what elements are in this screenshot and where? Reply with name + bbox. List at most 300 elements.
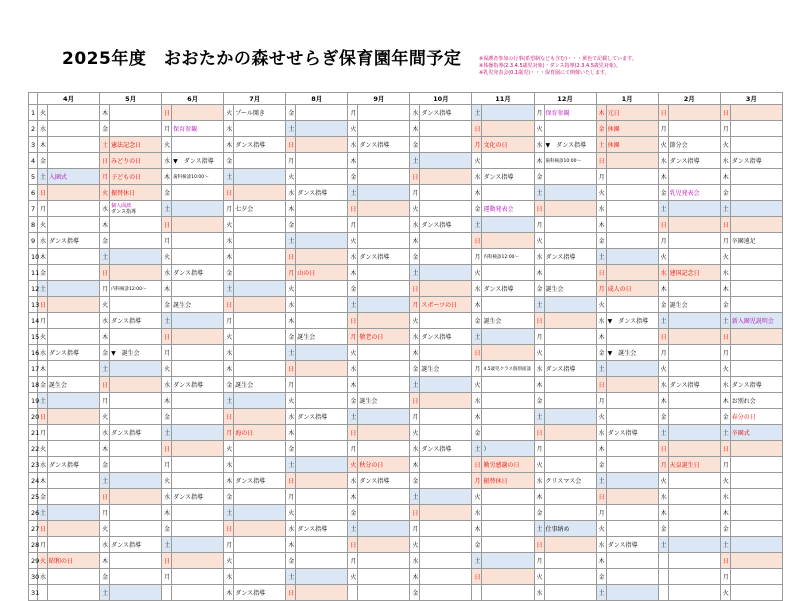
event-cell xyxy=(420,377,472,393)
event-cell xyxy=(296,329,348,345)
event-cell xyxy=(296,153,348,169)
weekday-cell: 水 xyxy=(472,169,482,185)
event-cell xyxy=(730,249,782,265)
event-cell xyxy=(420,473,472,489)
day-number: 8 xyxy=(29,217,38,233)
event-cell xyxy=(296,361,348,377)
weekday-cell: 水 xyxy=(348,249,358,265)
weekday-cell: 土 xyxy=(596,473,606,489)
day-number: 10 xyxy=(29,249,38,265)
weekday-cell: 日 xyxy=(162,441,172,457)
event-cell xyxy=(296,585,348,601)
day-row xyxy=(29,585,783,601)
event-cell xyxy=(296,489,348,505)
weekday-cell: 土 xyxy=(472,441,482,457)
event-cell xyxy=(482,265,534,281)
event-cell xyxy=(606,137,658,153)
event-cell xyxy=(48,489,100,505)
event-cell xyxy=(544,377,596,393)
weekday-cell: 火 xyxy=(596,409,606,425)
weekday-cell: 土 xyxy=(286,121,296,137)
month-header-1: 4月 xyxy=(38,93,100,105)
weekday-cell: 水 xyxy=(534,585,544,601)
event-cell xyxy=(482,521,534,537)
event-cell xyxy=(110,281,162,297)
header-notes xyxy=(479,56,637,77)
event-text: ダンス指導 xyxy=(49,238,79,245)
weekday-cell: 金 xyxy=(596,121,606,137)
event-cell xyxy=(730,345,782,361)
event-cell xyxy=(482,489,534,505)
weekday-cell: 金 xyxy=(38,153,48,169)
weekday-cell: 金 xyxy=(286,329,296,345)
event-cell xyxy=(420,361,472,377)
event-cell xyxy=(730,521,782,537)
event-cell xyxy=(48,473,100,489)
weekday-cell: 金 xyxy=(348,169,358,185)
weekday-cell: 日 xyxy=(720,553,730,569)
weekday-cell: 水 xyxy=(658,153,668,169)
weekday-cell: 月 xyxy=(38,313,48,329)
event-cell xyxy=(110,521,162,537)
event-cell xyxy=(730,265,782,281)
event-cell xyxy=(482,185,534,201)
weekday-cell: 火 xyxy=(38,105,48,121)
day-number: 19 xyxy=(29,393,38,409)
weekday-cell: 木 xyxy=(472,409,482,425)
weekday-cell: 土 xyxy=(286,233,296,249)
event-cell xyxy=(606,473,658,489)
weekday-cell: 月 xyxy=(720,457,730,473)
event-cell xyxy=(420,585,472,601)
event-cell xyxy=(606,537,658,553)
event-cell xyxy=(482,537,534,553)
event-cell xyxy=(420,281,472,297)
event-cell xyxy=(730,313,782,329)
event-text: 卒園遠足 xyxy=(731,238,756,245)
weekday-cell: 土 xyxy=(162,201,172,217)
event-cell xyxy=(420,153,472,169)
event-cell xyxy=(172,553,224,569)
weekday-cell: 水 xyxy=(596,425,606,441)
day-row xyxy=(29,361,783,377)
event-cell xyxy=(606,297,658,313)
event-cell xyxy=(606,345,658,361)
weekday-cell: 木 xyxy=(410,569,420,585)
weekday-cell: 日 xyxy=(472,345,482,361)
event-text: ダンス指導 xyxy=(483,286,514,293)
weekday-cell: 月 xyxy=(534,105,544,121)
event-cell xyxy=(358,537,410,553)
event-text: 新入園児説明会 xyxy=(731,318,774,325)
weekday-cell: 木 xyxy=(596,441,606,457)
event-cell xyxy=(358,569,410,585)
event-cell xyxy=(110,473,162,489)
event-cell xyxy=(296,233,348,249)
event-cell xyxy=(234,569,286,585)
note-line: ※乳児発表会(0.1歳児)・・・保育園にて開催いたします。 xyxy=(479,70,610,76)
event-cell xyxy=(358,441,410,457)
event-cell xyxy=(234,297,286,313)
event-cell xyxy=(730,409,782,425)
day-row xyxy=(29,377,783,393)
event-cell xyxy=(668,249,720,265)
event-text: 4.5歳児クラス個別面談 xyxy=(483,367,531,372)
event-cell xyxy=(110,297,162,313)
event-cell xyxy=(420,297,472,313)
day-number: 14 xyxy=(29,313,38,329)
event-cell xyxy=(48,105,100,121)
event-cell xyxy=(544,585,596,601)
event-cell xyxy=(668,409,720,425)
event-text: 誕生会 xyxy=(421,366,440,373)
weekday-cell: 日 xyxy=(658,105,668,121)
day-number: 2 xyxy=(29,121,38,137)
weekday-cell: 水 xyxy=(224,121,234,137)
event-cell xyxy=(110,489,162,505)
event-cell xyxy=(234,441,286,457)
day-number: 12 xyxy=(29,281,38,297)
event-cell xyxy=(420,249,472,265)
weekday-cell: 金 xyxy=(720,297,730,313)
weekday-cell: 土 xyxy=(596,137,606,153)
event-cell xyxy=(172,153,224,169)
event-cell xyxy=(668,553,720,569)
event-cell xyxy=(482,153,534,169)
event-cell xyxy=(172,105,224,121)
weekday-cell: 火 xyxy=(658,249,668,265)
event-cell xyxy=(420,345,472,361)
event-text: ダンス指導 xyxy=(235,478,266,485)
event-cell xyxy=(420,489,472,505)
weekday-cell: 木 xyxy=(534,153,544,169)
weekday-cell: 火 xyxy=(596,297,606,313)
event-cell xyxy=(730,329,782,345)
event-cell xyxy=(606,201,658,217)
month-header-6: 9月 xyxy=(348,93,410,105)
weekday-cell: 水 xyxy=(472,505,482,521)
weekday-cell: 金 xyxy=(534,281,544,297)
weekday-cell: 月 xyxy=(596,505,606,521)
event-cell xyxy=(234,489,286,505)
month-header-8: 11月 xyxy=(472,93,534,105)
event-cell xyxy=(48,409,100,425)
weekday-cell: 月 xyxy=(410,185,420,201)
event-cell xyxy=(48,537,100,553)
event-cell xyxy=(420,505,472,521)
weekday-cell: 水 xyxy=(534,249,544,265)
event-cell xyxy=(296,185,348,201)
weekday-cell: 土 xyxy=(596,361,606,377)
event-cell xyxy=(544,361,596,377)
event-cell xyxy=(668,169,720,185)
weekday-cell: 火 xyxy=(596,185,606,201)
day-row xyxy=(29,217,783,233)
event-text: 入園式 xyxy=(49,174,68,181)
event-cell xyxy=(482,281,534,297)
day-number: 16 xyxy=(29,345,38,361)
weekday-cell: 金 xyxy=(720,409,730,425)
event-cell xyxy=(730,377,782,393)
weekday-cell: 金 xyxy=(596,233,606,249)
event-text: 個人面談 xyxy=(111,202,132,209)
weekday-cell: 金 xyxy=(38,377,48,393)
event-cell xyxy=(544,409,596,425)
event-text: ダンス指導 xyxy=(111,318,141,325)
weekday-cell: 水 xyxy=(162,489,172,505)
event-cell xyxy=(668,201,720,217)
weekday-cell: 水 xyxy=(224,345,234,361)
weekday-cell: 木 xyxy=(596,105,606,121)
day-row xyxy=(29,425,783,441)
event-text: ダンス指導 xyxy=(111,208,136,215)
day-row xyxy=(29,201,783,217)
weekday-cell: 月 xyxy=(472,137,482,153)
month-header-5: 8月 xyxy=(286,93,348,105)
weekday-cell: 金 xyxy=(100,345,110,361)
event-text: 振替休日 xyxy=(111,190,136,197)
weekday-cell: 月 xyxy=(348,217,358,233)
weekday-cell: 火 xyxy=(410,201,420,217)
event-text: ▼ ダンス指導 xyxy=(607,318,649,325)
weekday-cell: 木 xyxy=(38,361,48,377)
event-text: 休園 xyxy=(607,142,620,149)
event-text: ダンス指導 xyxy=(421,334,452,341)
day-row xyxy=(29,569,783,585)
event-cell xyxy=(110,345,162,361)
event-cell xyxy=(606,505,658,521)
weekday-cell: 水 xyxy=(348,473,358,489)
weekday-cell: 木 xyxy=(348,377,358,393)
event-cell xyxy=(110,329,162,345)
event-cell xyxy=(234,345,286,361)
weekday-cell: 木 xyxy=(38,137,48,153)
event-text: 建国記念日 xyxy=(669,270,700,277)
event-cell xyxy=(48,345,100,361)
event-cell xyxy=(668,505,720,521)
event-cell xyxy=(668,489,720,505)
event-cell xyxy=(296,313,348,329)
event-cell xyxy=(296,393,348,409)
event-cell xyxy=(358,505,410,521)
weekday-cell: 木 xyxy=(658,281,668,297)
event-text: 誕生会 xyxy=(359,398,378,405)
event-cell xyxy=(48,297,100,313)
event-cell xyxy=(544,233,596,249)
event-cell xyxy=(482,345,534,361)
event-cell xyxy=(482,137,534,153)
event-cell xyxy=(544,457,596,473)
day-number: 23 xyxy=(29,457,38,473)
weekday-cell: 金 xyxy=(348,281,358,297)
weekday-cell: 火 xyxy=(162,361,172,377)
weekday-cell: 木 xyxy=(38,473,48,489)
event-cell xyxy=(358,521,410,537)
event-cell xyxy=(234,313,286,329)
weekday-cell: 月 xyxy=(348,105,358,121)
weekday-cell: 水 xyxy=(38,569,48,585)
weekday-cell: 金 xyxy=(410,361,420,377)
event-cell xyxy=(420,569,472,585)
event-cell xyxy=(358,553,410,569)
weekday-cell: 金 xyxy=(348,505,358,521)
weekday-cell: 水 xyxy=(100,425,110,441)
event-text: ダンス指導 xyxy=(173,382,204,389)
event-cell xyxy=(668,345,720,361)
event-cell xyxy=(544,265,596,281)
event-cell xyxy=(48,361,100,377)
event-text: ダンス指導 xyxy=(545,366,576,373)
weekday-cell: 日 xyxy=(38,297,48,313)
weekday-cell: 水 xyxy=(100,313,110,329)
weekday-cell: 金 xyxy=(410,249,420,265)
event-cell xyxy=(358,361,410,377)
weekday-cell: 金 xyxy=(534,393,544,409)
weekday-cell: 水 xyxy=(286,297,296,313)
event-cell xyxy=(296,169,348,185)
annual-calendar-table xyxy=(28,92,783,601)
weekday-cell: 土 xyxy=(100,249,110,265)
weekday-cell: 木 xyxy=(596,329,606,345)
weekday-cell: 日 xyxy=(720,441,730,457)
weekday-cell: 火 xyxy=(286,281,296,297)
event-text: 振替休日 xyxy=(483,478,508,485)
event-text: ダンス指導 xyxy=(421,446,452,453)
event-cell xyxy=(358,281,410,297)
day-number: 9 xyxy=(29,233,38,249)
event-cell xyxy=(544,169,596,185)
weekday-cell: 金 xyxy=(534,169,544,185)
weekday-cell: 月 xyxy=(720,569,730,585)
weekday-cell: 月 xyxy=(224,537,234,553)
day-number: 25 xyxy=(29,489,38,505)
weekday-cell: 火 xyxy=(472,265,482,281)
event-cell xyxy=(606,457,658,473)
weekday-cell: 日 xyxy=(472,569,482,585)
weekday-cell: 火 xyxy=(534,457,544,473)
event-cell xyxy=(296,409,348,425)
weekday-cell: 水 xyxy=(100,201,110,217)
weekday-cell: 火 xyxy=(658,137,668,153)
event-cell xyxy=(668,105,720,121)
event-text: 誕生会 xyxy=(545,286,564,293)
event-cell xyxy=(420,537,472,553)
weekday-cell: 火 xyxy=(410,313,420,329)
weekday-cell: 金 xyxy=(162,409,172,425)
weekday-cell: 日 xyxy=(100,265,110,281)
event-cell xyxy=(234,425,286,441)
weekday-cell: 日 xyxy=(658,217,668,233)
weekday-cell: 金 xyxy=(100,457,110,473)
event-cell xyxy=(48,233,100,249)
weekday-cell: 日 xyxy=(38,521,48,537)
day-row xyxy=(29,553,783,569)
weekday-cell: 水 xyxy=(410,553,420,569)
event-cell xyxy=(110,265,162,281)
weekday-cell: 木 xyxy=(100,441,110,457)
event-cell xyxy=(606,441,658,457)
weekday-cell: 日 xyxy=(534,201,544,217)
weekday-cell: 月 xyxy=(534,329,544,345)
weekday-cell: 火 xyxy=(100,185,110,201)
event-text: 文化の日 xyxy=(483,142,508,149)
event-text: 卒園式 xyxy=(731,430,750,437)
event-cell xyxy=(730,185,782,201)
weekday-cell: 月 xyxy=(162,233,172,249)
event-cell xyxy=(420,409,472,425)
event-cell xyxy=(482,233,534,249)
event-cell xyxy=(172,361,224,377)
event-cell xyxy=(482,457,534,473)
weekday-cell: 火 xyxy=(720,473,730,489)
weekday-cell xyxy=(472,585,482,601)
weekday-cell: 日 xyxy=(596,377,606,393)
weekday-cell: 火 xyxy=(410,425,420,441)
event-cell xyxy=(48,153,100,169)
event-cell xyxy=(48,441,100,457)
event-text: ダンス指導 xyxy=(297,414,328,421)
weekday-cell: 木 xyxy=(224,137,234,153)
event-cell xyxy=(358,457,410,473)
weekday-cell: 金 xyxy=(596,569,606,585)
weekday-cell: 木 xyxy=(162,393,172,409)
event-cell xyxy=(48,169,100,185)
weekday-cell: 月 xyxy=(410,409,420,425)
weekday-cell: 火 xyxy=(224,553,234,569)
weekday-cell: 月 xyxy=(720,233,730,249)
weekday-cell: 日 xyxy=(534,537,544,553)
event-cell xyxy=(48,377,100,393)
event-text: 誕生会 xyxy=(49,382,68,389)
event-cell xyxy=(296,473,348,489)
weekday-cell: 月 xyxy=(100,505,110,521)
weekday-cell: 火 xyxy=(224,217,234,233)
weekday-cell: 月 xyxy=(100,169,110,185)
event-cell xyxy=(234,457,286,473)
weekday-cell: 火 xyxy=(472,489,482,505)
event-cell xyxy=(110,313,162,329)
event-cell xyxy=(606,585,658,601)
note-line: ※体操指導(2.3.4.5歳児対象)・ダンス指導(2.3.4.5歳児対象)。 xyxy=(479,63,621,69)
event-cell xyxy=(234,153,286,169)
weekday-cell: 火 xyxy=(534,345,544,361)
day-row xyxy=(29,505,783,521)
event-cell xyxy=(420,121,472,137)
weekday-cell: 土 xyxy=(100,585,110,601)
event-cell xyxy=(234,105,286,121)
weekday-cell: 月 xyxy=(534,553,544,569)
weekday-cell: 水 xyxy=(162,153,172,169)
event-cell xyxy=(172,265,224,281)
weekday-cell: 水 xyxy=(720,489,730,505)
weekday-cell: 水 xyxy=(658,265,668,281)
event-cell xyxy=(606,425,658,441)
event-cell xyxy=(358,185,410,201)
event-cell xyxy=(234,521,286,537)
event-cell xyxy=(48,425,100,441)
weekday-cell: 木 xyxy=(472,185,482,201)
weekday-cell: 日 xyxy=(348,201,358,217)
event-cell xyxy=(482,329,534,345)
weekday-cell: 木 xyxy=(658,169,668,185)
event-cell xyxy=(544,521,596,537)
weekday-cell: 月 xyxy=(348,441,358,457)
event-cell xyxy=(110,361,162,377)
weekday-cell: 日 xyxy=(472,121,482,137)
event-cell xyxy=(358,153,410,169)
event-cell xyxy=(606,249,658,265)
day-number: 26 xyxy=(29,505,38,521)
